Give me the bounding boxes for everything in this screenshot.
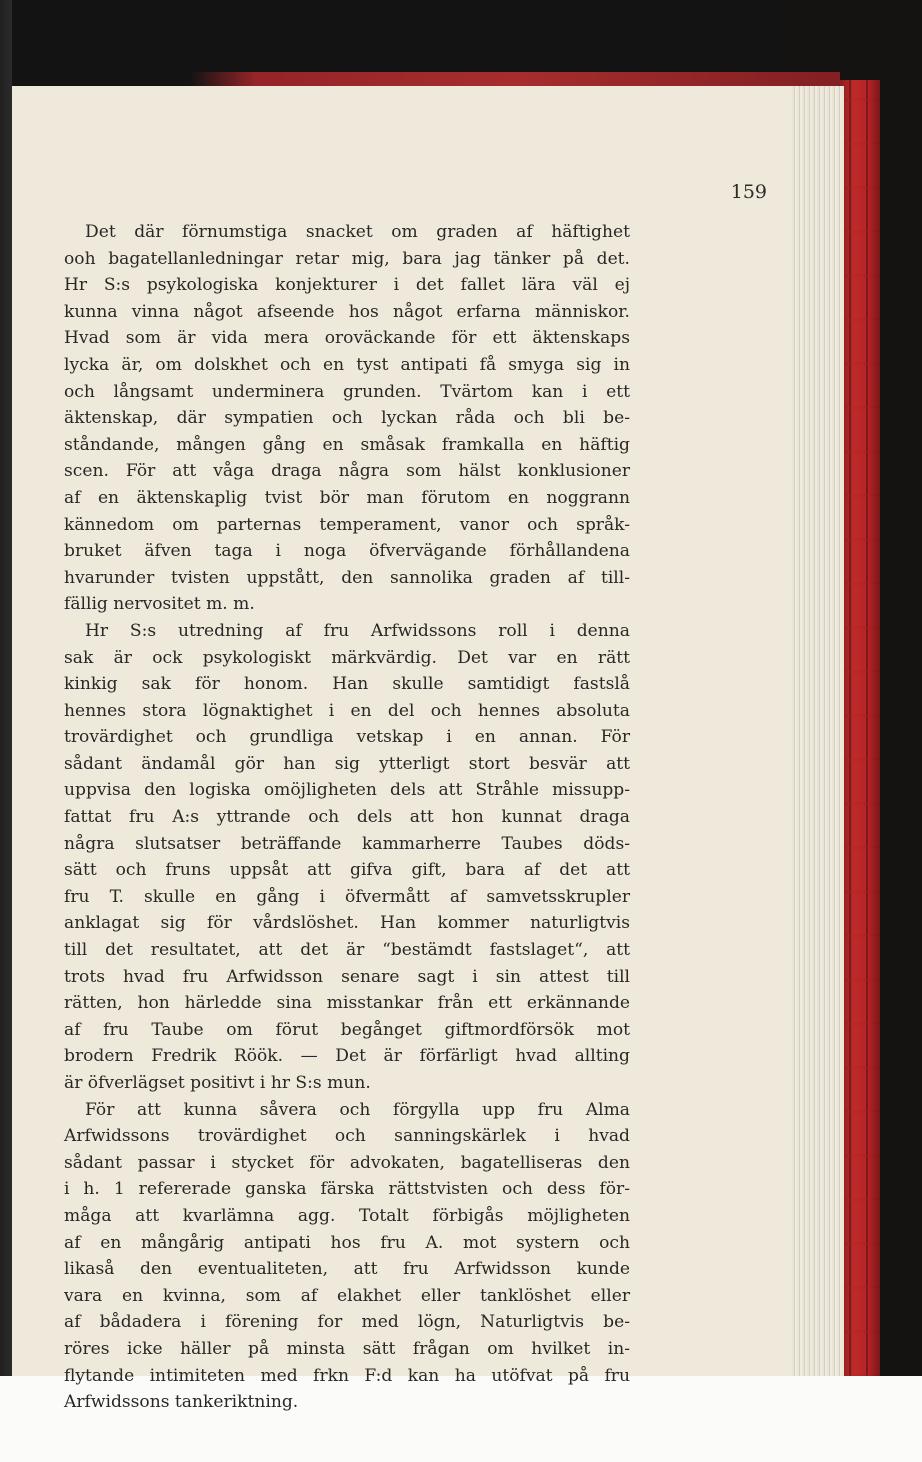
text-line: äktenskap, där sympatien och lyckan råda och bli be- [64, 408, 630, 429]
text-line: är öfverlägset positivt i hr S:s mun. [64, 1073, 371, 1093]
body-text [64, 219, 630, 1416]
text-line: fru T. skulle en gång i öfvermått af samvetsskrupler [64, 886, 630, 907]
page-number: 159 [730, 181, 767, 203]
book-cover-texture [840, 80, 880, 1380]
text-line: kunna vinna något afseende hos något erfarna människor. [64, 301, 630, 322]
text-line: i h. 1 refererade ganska färska rättstvisten och dess för- [64, 1179, 630, 1200]
text-line: hennes stora lögnaktighet i en del och hennes absoluta [64, 700, 630, 721]
text-line: trovärdighet och grundliga vetskap i en annan. För [64, 727, 630, 748]
text-line: rätten, hon härledde sina misstankar från ett erkännande [64, 993, 630, 1014]
text-line: af en äktenskaplig tvist bör man förutom en noggrann [64, 487, 630, 508]
text-line: sådant passar i stycket för advokaten, bagatelliseras den [64, 1152, 630, 1173]
text-line: fällig nervositet m. m. [64, 594, 255, 615]
text-line: Arfwidssons trovärdighet och sanningskärlek i hvad [64, 1126, 630, 1147]
text-line: af en mångårig antipati hos fru A. mot systern och [64, 1232, 630, 1253]
text-line: måga att kvarlämna agg. Totalt förbigås möjligheten [64, 1205, 630, 1226]
text-line: af bådadera i förening for med lögn, Naturligtvis be- [64, 1312, 630, 1333]
text-line: fattat fru A:s yttrande och dels att hon kunnat draga [64, 807, 630, 828]
text-line: ståndande, mången gång en småsak framkalla en häftig [64, 434, 630, 455]
text-line: lycka är, om dolskhet och en tyst antipati få smyga sig in [64, 354, 630, 375]
text-line: vara en kvinna, som af elakhet eller tanklöshet eller [64, 1285, 630, 1306]
text-line: trots hvad fru Arfwidsson senare sagt i sin attest till [64, 966, 630, 987]
text-line: och långsamt underminera grunden. Tvärtom kan i ett [64, 381, 630, 402]
text-line: brodern Fredrik Röök. — Det är förfärligt hvad allting [64, 1046, 630, 1067]
text-line: likaså den eventualiteten, att fru Arfwidsson kunde [64, 1259, 630, 1280]
text-line: ooh bagatellanledningar retar mig, bara jag tänker på det. [64, 248, 630, 269]
text-line: uppvisa den logiska omöjligheten dels att Stråhle missupp- [64, 780, 630, 801]
text-line: några slutsatser beträffande kammarherre Taubes döds- [64, 833, 630, 854]
text-line: Det där förnumstiga snacket om graden af häftighet [85, 222, 630, 242]
text-line: kännedom om parternas temperament, vanor och språk- [64, 514, 630, 535]
text-line: kinkig sak för honom. Han skulle samtidigt fastslå [64, 674, 630, 695]
text-line: Hr S:s utredning af fru Arfwidssons roll i denna [85, 620, 630, 641]
text-line: Hr S:s psykologiska konjekturer i det fallet lära väl ej [64, 275, 630, 296]
text-line: till det resultatet, att det är “bestämdt fastslaget“, att [64, 940, 630, 961]
text-line: af fru Taube om förut begånget giftmordförsök mot [64, 1019, 630, 1040]
text-line: flytande intimiteten med frkn F:d kan ha utöfvat på fru [64, 1365, 630, 1386]
text-line: bruket äfven taga i noga öfvervägande förhållandena [64, 541, 630, 562]
text-line: scen. För att våga draga några som hälst konklusioner [64, 461, 630, 482]
text-line: Arfwidssons tankeriktning. [64, 1392, 299, 1413]
text-line: sak är ock psykologiskt märkvärdig. Det var en rätt [64, 647, 630, 668]
book-cover-top-edge [190, 72, 840, 86]
text-line: För att kunna såvera och förgylla upp fru Alma [85, 1099, 630, 1120]
text-line: hvarunder tvisten uppstått, den sannolika graden af till- [64, 567, 630, 588]
text-line: anklagat sig för vårdslöshet. Han kommer naturligtvis [64, 913, 630, 934]
text-line: Hvad som är vida mera oroväckande för ett äktenskaps [64, 328, 630, 349]
scanner-background-left [0, 0, 12, 1462]
text-line: sätt och fruns uppsåt att gifva gift, bara af det att [64, 860, 630, 881]
text-line: sådant ändamål gör han sig ytterligt stort besvär att [64, 753, 630, 774]
text-line: röres icke häller på minsta sätt frågan om hvilket in- [64, 1338, 630, 1359]
